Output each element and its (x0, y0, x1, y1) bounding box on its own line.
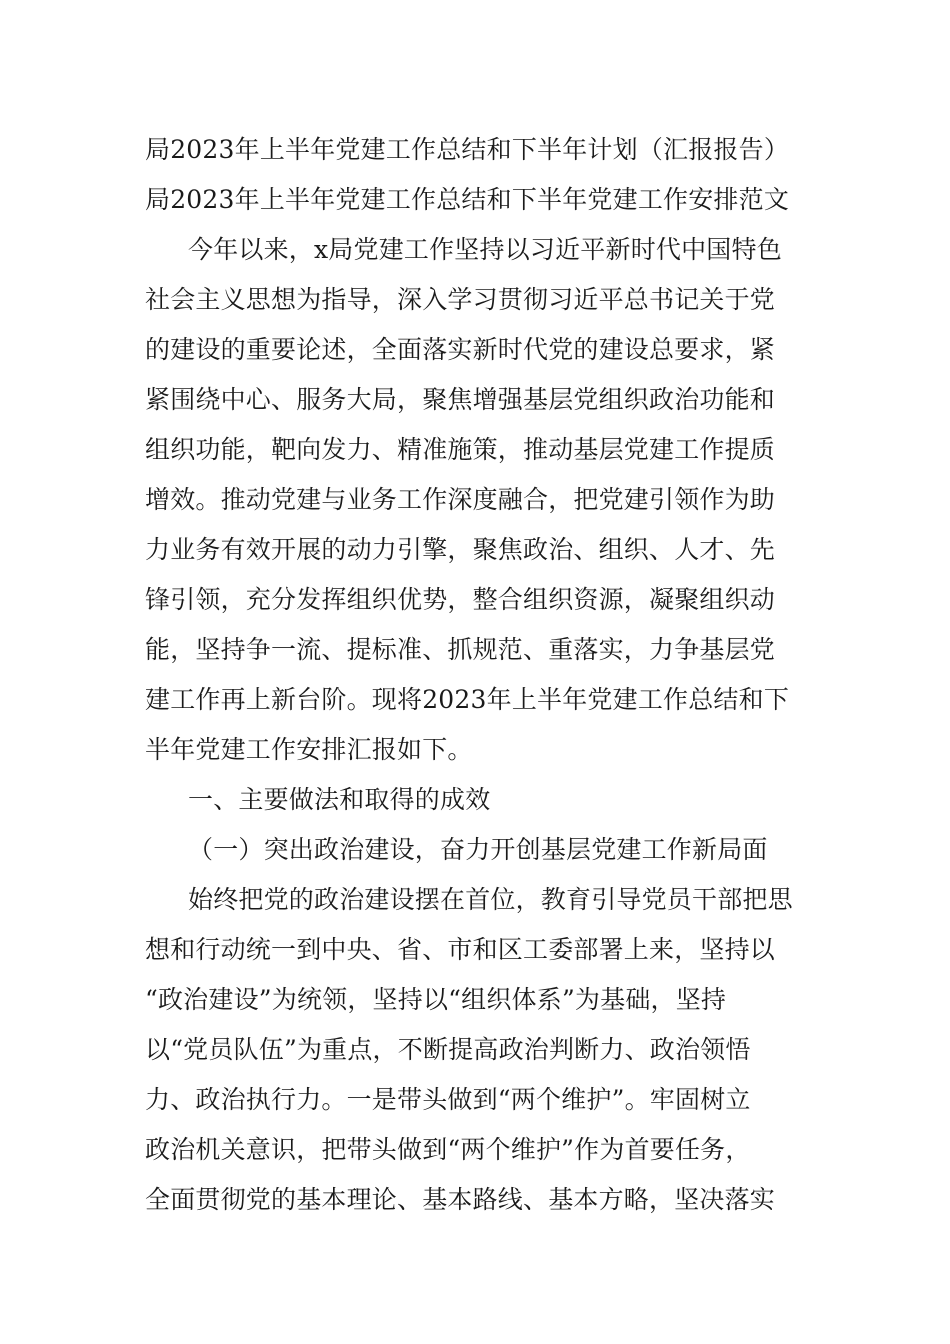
section-heading: 一、主要做法和取得的成效 (188, 785, 491, 814)
body-line-4: 以“党员队伍”为重点，不断提高政治判断力、政治领悟 (145, 1035, 751, 1064)
intro-line-10: 建工作再上新台阶。现将2023年上半年党建工作总结和下 (145, 685, 790, 714)
document-title-line-2: 局2023年上半年党建工作总结和下半年党建工作安排范文 (145, 185, 790, 214)
subsection-heading: （一）突出政治建设，奋力开创基层党建工作新局面 (188, 835, 768, 864)
intro-line-1: 今年以来，x局党建工作坚持以习近平新时代中国特色 (188, 235, 782, 264)
body-line-5: 力、政治执行力。一是带头做到“两个维护”。牢固树立 (145, 1085, 751, 1114)
body-line-6: 政治机关意识，把带头做到“两个维护”作为首要任务， (145, 1135, 751, 1164)
intro-line-11: 半年党建工作安排汇报如下。 (145, 735, 473, 764)
intro-line-3: 的建设的重要论述，全面落实新时代党的建设总要求，紧 (145, 335, 776, 364)
body-line-7: 全面贯彻党的基本理论、基本路线、基本方略，坚决落实 (145, 1185, 776, 1214)
intro-line-7: 力业务有效开展的动力引擎，聚焦政治、组织、人才、先 (145, 535, 776, 564)
body-line-2: 想和行动统一到中央、省、市和区工委部署上来，坚持以 (145, 935, 776, 964)
intro-line-8: 锋引领，充分发挥组织优势，整合组织资源，凝聚组织动 (145, 585, 776, 614)
body-line-3: “政治建设”为统领，坚持以“组织体系”为基础，坚持 (145, 985, 727, 1014)
document-title-line-1: 局2023年上半年党建工作总结和下半年计划（汇报报告） (145, 135, 790, 164)
intro-line-9: 能，坚持争一流、提标准、抓规范、重落实，力争基层党 (145, 635, 776, 664)
intro-line-6: 增效。推动党建与业务工作深度融合，把党建引领作为助 (145, 485, 776, 514)
body-line-1: 始终把党的政治建设摆在首位，教育引导党员干部把思 (188, 885, 793, 914)
intro-line-4: 紧围绕中心、服务大局，聚焦增强基层党组织政治功能和 (145, 385, 776, 414)
intro-line-5: 组织功能，靶向发力、精准施策，推动基层党建工作提质 (145, 435, 776, 464)
intro-line-2: 社会主义思想为指导，深入学习贯彻习近平总书记关于党 (145, 285, 776, 314)
